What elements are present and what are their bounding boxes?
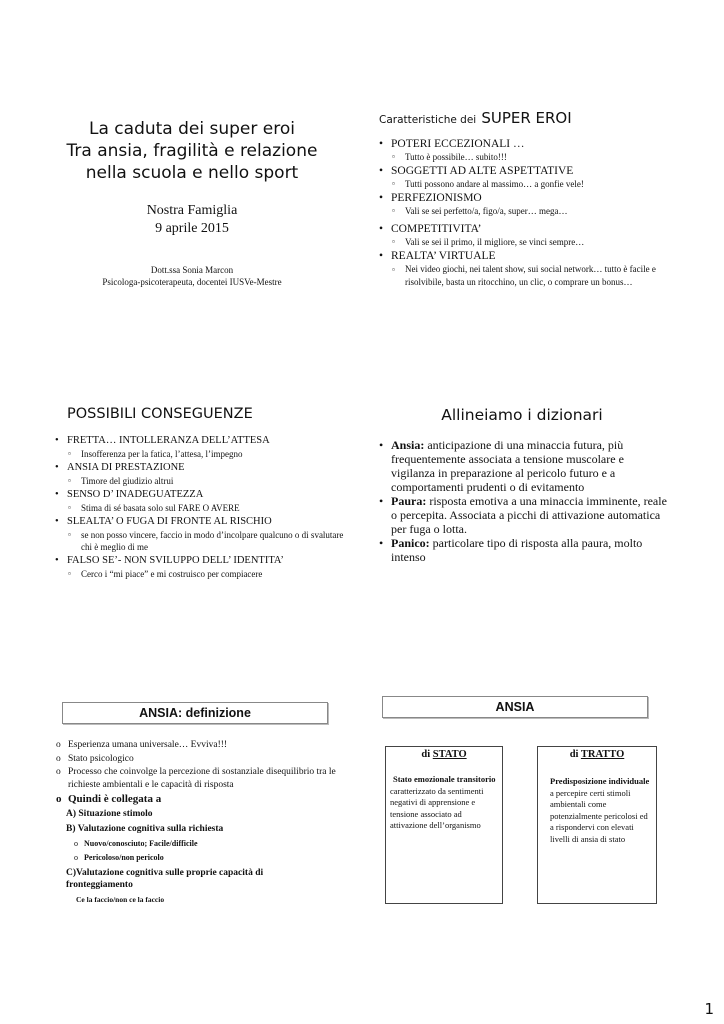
slide-heading: ANSIA: definizione (139, 706, 251, 720)
point-b-sublist (56, 837, 346, 865)
stato-description (390, 774, 498, 832)
slide-heading: ANSIA (495, 700, 535, 714)
list-item: • SENSO D’ INADEGUATEZZA (55, 488, 355, 502)
slide-heading: Allineiamo i dizionari (441, 406, 603, 424)
list-subitem: o Nuovo/conosciuto; Facile/difficile (56, 837, 346, 851)
stato-box (385, 746, 503, 904)
point-b: B) Valutazione cognitiva sulla richiesta (66, 824, 224, 834)
list-item: o Stato psicologico (56, 752, 346, 766)
slide-conseguenze (55, 406, 355, 581)
tratto-text: a percepire certi stimoli ambientali come potenzialmente pericolosi ed a rispondervi con elevati livelli di ansia di stato (550, 787, 648, 844)
author-name: Dott.ssa Sonia Marcon (150, 265, 234, 275)
characteristics-list (377, 137, 667, 289)
list-subitem: ▫ Cerco i “mi piace” e mi costruisco per compiacere (55, 568, 355, 580)
list-subitem: ▫ se non posso vincere, faccio in modo d’incolpare qualcuno o di svalutare chi è meglio di me (55, 529, 355, 553)
list-subitem: ▫ Stima di sé basata solo sul FARE O AVERE (55, 502, 355, 514)
page-number: 1 (704, 1000, 714, 1018)
title-line: La caduta dei super eroi (89, 119, 295, 139)
list-subitem: ▫ Timore del giudizio altrui (55, 475, 355, 487)
stato-label: STATO (432, 749, 467, 760)
definition-term: Panico: (391, 536, 430, 550)
consequences-list (55, 434, 355, 580)
tratto-box (537, 746, 657, 904)
point-a: A) Situazione stimolo (66, 809, 153, 819)
heading-main: SUPER EROI (481, 109, 572, 127)
point-c-sub: Ce la faccio/non ce la faccio (76, 895, 165, 904)
slide-ansia-stato-tratto (382, 696, 652, 916)
title-line: nella scuola e nello sport (85, 163, 299, 183)
list-item: • POTERI ECCEZIONALI … (379, 137, 667, 151)
list-subitem: ▫ Vali se sei il primo, il migliore, se vinci sempre… (379, 236, 667, 248)
list-item: • REALTA’ VIRTUALE (379, 249, 667, 263)
tratto-label: TRATTO (580, 749, 625, 760)
slide-ansia-definizione (56, 702, 346, 907)
stato-header (390, 749, 498, 760)
list-subitem: ▫ Vali se sei perfetto/a, figo/a, super… mega… (379, 205, 667, 217)
list-item: • FRETTA… INTOLLERANZA DELL’ATTESA (55, 434, 355, 448)
list-item: • PERFEZIONISMO (379, 191, 667, 205)
heading-prefix: Caratteristiche dei (379, 114, 477, 126)
definition-item (379, 494, 667, 536)
definition-text: risposta emotiva a una minaccia imminente, reale o percepita. Associata a picchi di attivazione automatica per fuga o lotta. (391, 494, 667, 536)
definition-text: particolare tipo di risposta alla paura, molto intenso (391, 536, 643, 564)
definition-points (56, 738, 346, 807)
definition-term: Paura: (391, 494, 427, 508)
slide-super-eroi (377, 108, 667, 290)
definitions-list (377, 438, 667, 564)
list-item: • SLEALTA’ O FUGA DI FRONTE AL RISCHIO (55, 515, 355, 529)
point-c: C)Valutazione cognitiva sulle proprie capacità di fronteggiamento (66, 868, 264, 890)
definition-term: Ansia: (391, 438, 425, 452)
list-item: • FALSO SE’- NON SVILUPPO DELL’ IDENTITA’ (55, 554, 355, 568)
event-date: 9 aprile 2015 (155, 221, 229, 236)
stato-bold: Stato emozionale transitorio (393, 774, 496, 784)
slide-heading-box (62, 702, 328, 724)
list-subitem: ▫ Insofferenza per la fatica, l’attesa, l’impegno (55, 448, 355, 460)
slide-dizionari (377, 406, 667, 564)
definition-text: anticipazione di una minaccia futura, più frequentemente associata a tensione muscolare e vigilanza in preparazione al pericolo futuro e a comportamenti prudenti o di evitamento (391, 438, 624, 494)
list-item: • SOGGETTI AD ALTE ASPETTATIVE (379, 164, 667, 178)
list-item: o Processo che coinvolge la percezione di sostanziale disequilibrio tra le richieste ambientali e le capacità di risposta (56, 766, 346, 792)
stato-text: caratterizzato da sentimenti negativi di apprensione e tensione associato ad attivazione dell’organismo (390, 785, 484, 830)
list-item: o Esperienza umana universale… Evviva!!! (56, 738, 346, 752)
definition-item (379, 438, 667, 494)
slide-heading-box (382, 696, 648, 718)
list-subitem: ▫ Tutti possono andare al massimo… a gonfie vele! (379, 178, 667, 190)
author-role: Psicologa-psicoterapeuta, docentei IUSVe-Mestre (102, 277, 282, 287)
presentation-title (62, 118, 322, 184)
slide-title (62, 118, 322, 287)
list-subitem: ▫ Tutto è possibile… subito!!! (379, 151, 667, 163)
list-item: • ANSIA DI PRESTAZIONE (55, 461, 355, 475)
tratto-bold: Predisposizione individuale (550, 776, 650, 786)
tratto-header (542, 749, 652, 760)
stato-prefix: di (421, 749, 431, 760)
definition-item (379, 536, 667, 564)
tratto-description (550, 776, 652, 845)
list-item: • COMPETITIVITA’ (379, 222, 667, 236)
slide-heading (377, 108, 667, 127)
list-subitem: ▫ Nei video giochi, nei talent show, sui social network… tutto è facile e risolvibile, basta un ritocchino, un clic, o comprare un bonus… (379, 263, 667, 289)
list-item: o Quindi è collegata a (56, 792, 346, 807)
list-subitem: o Pericoloso/non pericolo (56, 851, 346, 865)
slide-heading: POSSIBILI CONSEGUENZE (67, 406, 253, 422)
title-line: Tra ansia, fragilità e relazione (66, 141, 318, 161)
tratto-prefix: di (569, 749, 579, 760)
event-name: Nostra Famiglia (146, 203, 238, 218)
